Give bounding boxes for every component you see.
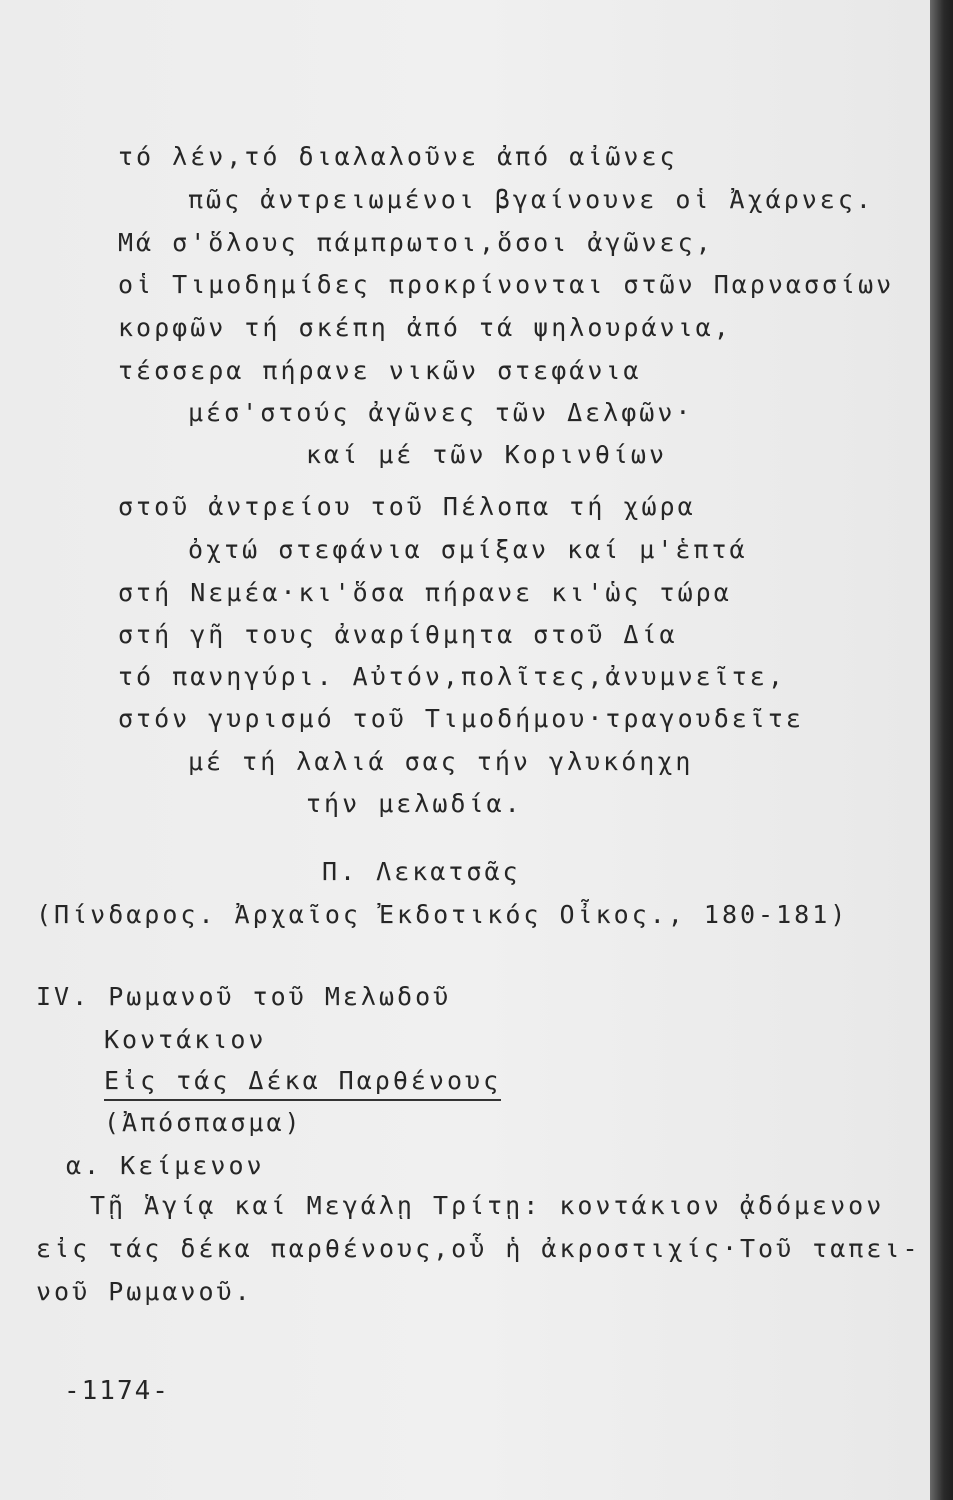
body-line: εἰς τάς δέκα παρθένους,οὗ ἡ ἀκροστιχίς·Τοῦ ταπει-: [36, 1234, 921, 1263]
page-number: -1174-: [64, 1376, 170, 1406]
section-title: Εἰς τάς Δέκα Παρθένους: [104, 1064, 501, 1101]
section-heading: IV. Ρωμανοῦ τοῦ Μελωδοῦ: [36, 982, 452, 1011]
poem-line: στόν γυρισμό τοῦ Τιμοδήμου·τραγουδεῖτε: [118, 704, 804, 733]
poem-line: οἱ Τιμοδημίδες προκρίνονται στῶν Παρνασσίων: [118, 270, 895, 299]
body-line: νοῦ Ρωμανοῦ.: [36, 1277, 253, 1306]
section-subheading: Κοντάκιον: [104, 1025, 267, 1054]
poem-line: Μά σ'ὅλους πάμπρωτοι,ὅσοι ἀγῶνες,: [118, 228, 714, 257]
poem-line: στή γῆ τους ἀναρίθμητα στοῦ Δία: [118, 620, 678, 649]
attribution-source: (Πίνδαρος. Ἀρχαῖος Ἐκδοτικός Οἶκος., 180-181): [36, 900, 849, 929]
body-line: Τῇ Ἁγίᾳ καί Μεγάλῃ Τρίτῃ: κοντάκιον ᾀδόμενον: [90, 1191, 885, 1220]
poem-line: τήν μελωδία.: [306, 789, 523, 818]
poem-line: κορφῶν τή σκέπη ἀπό τά ψηλουράνια,: [118, 313, 732, 342]
poem-line: τό λέν,τό διαλαλοῦνε ἀπό αἰῶνες: [118, 142, 678, 171]
poem-line: στή Νεμέα·κι'ὅσα πήρανε κι'ὡς τώρα: [118, 578, 732, 607]
poem-line: τέσσερα πήρανε νικῶν στεφάνια: [118, 356, 642, 385]
poem-line: καί μέ τῶν Κορινθίων: [306, 440, 668, 469]
poem-line: στοῦ ἀντρείου τοῦ Πέλοπα τή χώρα: [118, 492, 696, 521]
poem-line: πῶς ἀντρειωμένοι βγαίνουνε οἱ Ἀχάρνες.: [188, 185, 874, 214]
attribution-author: Π. Λεκατσᾶς: [322, 857, 521, 886]
page-edge-shadow: [930, 0, 953, 1500]
section-excerpt-note: (Ἀπόσπασμα): [104, 1108, 303, 1137]
section-part-label: α. Κείμενον: [66, 1151, 265, 1180]
poem-line: μέσ'στούς ἀγῶνες τῶν Δελφῶν·: [188, 398, 694, 427]
poem-line: τό πανηγύρι. Αὐτόν,πολῖτες,ἀνυμνεῖτε,: [118, 662, 786, 691]
poem-line: μέ τή λαλιά σας τήν γλυκόηχη: [188, 747, 694, 776]
poem-line: ὀχτώ στεφάνια σμίξαν καί μ'ἑπτά: [188, 535, 748, 564]
